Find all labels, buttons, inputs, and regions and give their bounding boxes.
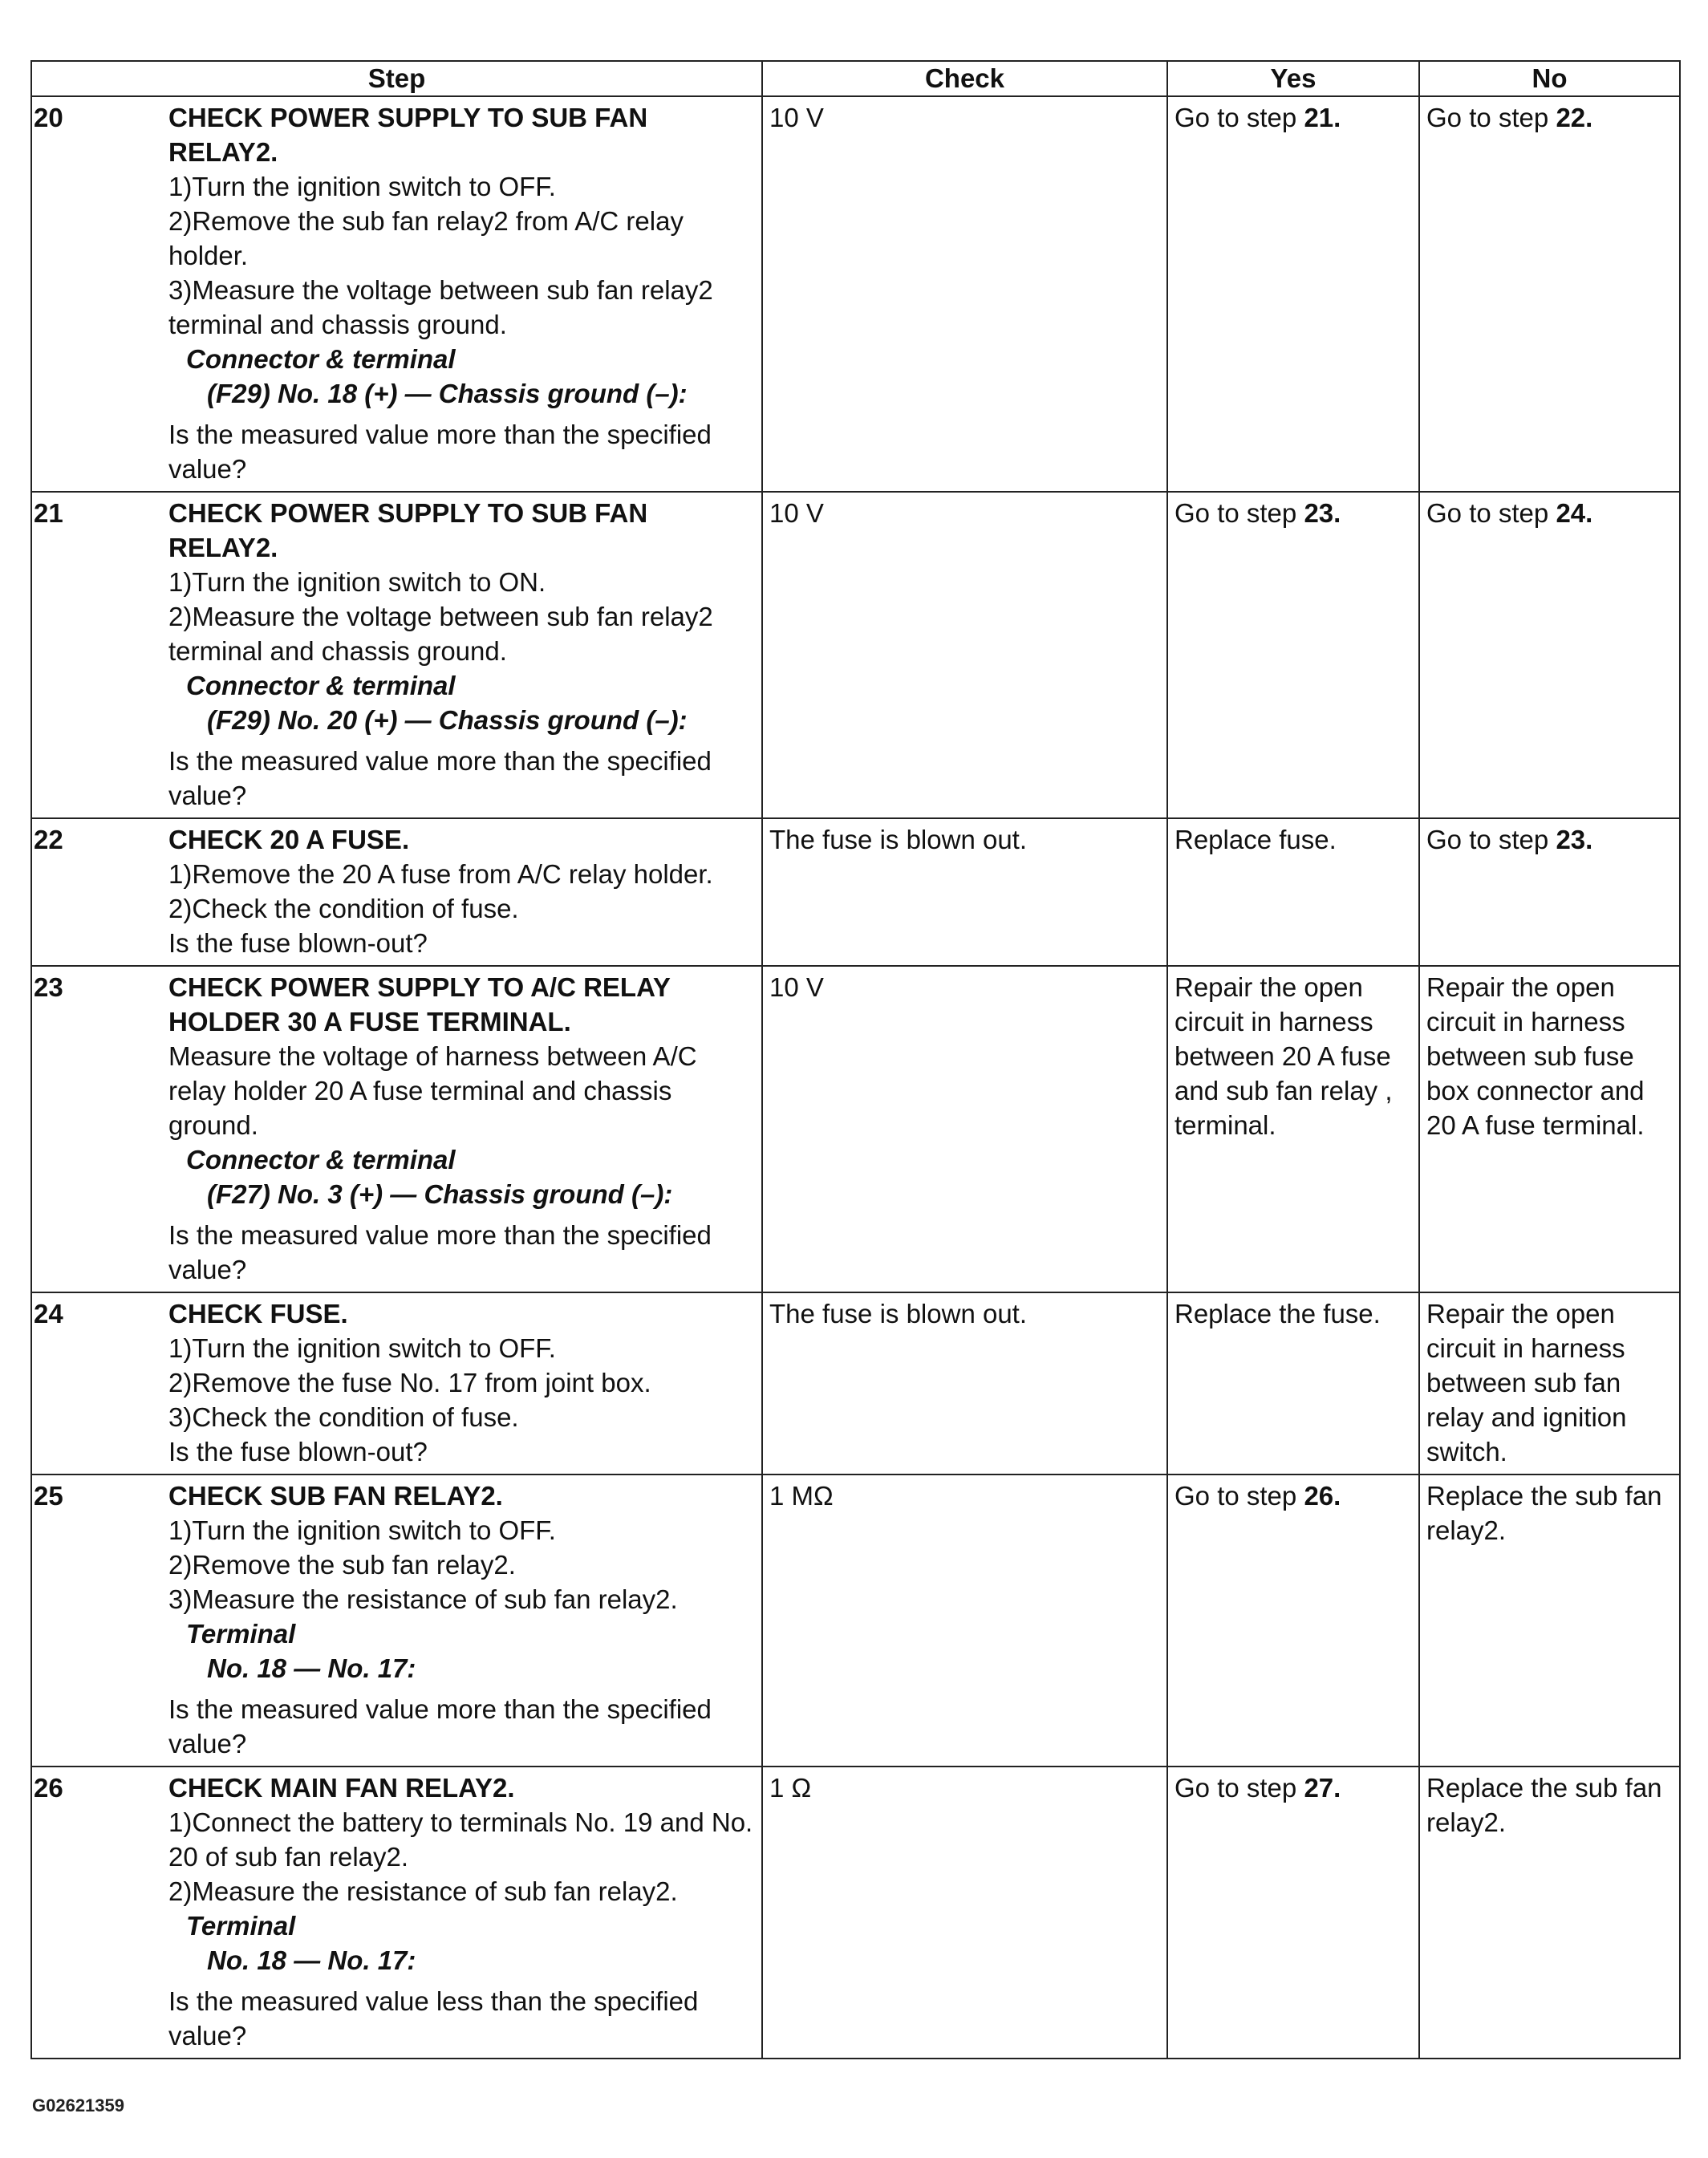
step-title: CHECK POWER SUPPLY TO SUB FAN RELAY2.	[168, 498, 648, 562]
step-number: 20	[34, 103, 63, 132]
yes-step-ref: 23.	[1304, 498, 1341, 528]
step-cell	[31, 1474, 762, 1767]
question-text: Is the measured value more than the specified value?	[168, 746, 712, 810]
instruction-line: Is the fuse blown-out?	[168, 928, 428, 958]
table-row	[31, 818, 1680, 966]
yes-cell	[1167, 818, 1419, 966]
question-text: Is the measured value more than the specified value?	[168, 1694, 712, 1758]
instruction-line: 1)Connect the battery to terminals No. 19 and No. 20 of sub fan relay2.	[168, 1807, 753, 1872]
no-step-ref: 23.	[1556, 825, 1593, 854]
step-wrap	[32, 819, 761, 965]
instruction-line: 3)Measure the voltage between sub fan relay2 terminal and chassis ground.	[168, 275, 713, 339]
spec-label: Terminal	[186, 1911, 296, 1941]
instruction-line: 2)Remove the fuse No. 17 from joint box.	[168, 1368, 651, 1397]
check-cell	[762, 492, 1167, 818]
step-body	[168, 1293, 761, 1474]
spec-label: Terminal	[186, 1619, 296, 1649]
question-text: Is the measured value more than the specified value?	[168, 1220, 712, 1284]
no-step-ref: 22.	[1556, 103, 1593, 132]
yes-step-ref: 27.	[1304, 1773, 1341, 1803]
table-row	[31, 1474, 1680, 1767]
step-body	[168, 493, 761, 817]
check-cell	[762, 1474, 1167, 1767]
check-value: 1 Ω	[769, 1773, 812, 1803]
no-cell	[1419, 1292, 1680, 1474]
no-text: Repair the open circuit in harness between sub fan relay and ignition switch.	[1426, 1299, 1627, 1466]
figure-code: G02621359	[32, 2095, 124, 2115]
spec-label: Connector & terminal	[186, 344, 456, 374]
question-text: Is the measured value more than the specified value?	[168, 420, 712, 484]
question-text: Is the measured value less than the specified value?	[168, 1986, 699, 2051]
header-yes: Yes	[1167, 61, 1419, 96]
table-row	[31, 96, 1680, 492]
spec-value: (F29) No. 20 (+) — Chassis ground (–):	[207, 705, 688, 735]
table-body	[31, 96, 1680, 2059]
yes-cell	[1167, 966, 1419, 1292]
check-cell	[762, 818, 1167, 966]
instruction-line: 2)Check the condition of fuse.	[168, 894, 519, 923]
no-cell	[1419, 1767, 1680, 2059]
step-title: CHECK FUSE.	[168, 1299, 348, 1328]
instruction-line: 1)Turn the ignition switch to OFF.	[168, 172, 556, 201]
step-title: CHECK POWER SUPPLY TO A/C RELAY HOLDER 30 A FUSE TERMINAL.	[168, 972, 671, 1036]
step-wrap	[32, 1475, 761, 1766]
yes-text: Replace the fuse.	[1175, 1299, 1381, 1328]
check-cell	[762, 1767, 1167, 2059]
step-body	[168, 819, 761, 965]
step-wrap	[32, 1293, 761, 1474]
step-number: 24	[34, 1299, 63, 1328]
step-wrap	[32, 967, 761, 1292]
step-wrap	[32, 493, 761, 817]
table-row	[31, 1292, 1680, 1474]
step-number: 26	[34, 1773, 63, 1803]
step-cell	[31, 1292, 762, 1474]
no-step-ref: 24.	[1556, 498, 1593, 528]
step-title: CHECK 20 A FUSE.	[168, 825, 410, 854]
spec-value: (F29) No. 18 (+) — Chassis ground (–):	[207, 379, 688, 408]
table-row	[31, 966, 1680, 1292]
step-body	[168, 1767, 761, 2058]
yes-step-ref: 26.	[1304, 1481, 1341, 1511]
yes-text: Repair the open circuit in harness between 20 A fuse and sub fan relay , terminal.	[1175, 972, 1393, 1140]
no-text: Go to step	[1426, 103, 1556, 132]
diagnostic-table	[30, 60, 1681, 2059]
step-cell	[31, 96, 762, 492]
check-cell	[762, 966, 1167, 1292]
step-number: 22	[34, 825, 63, 854]
yes-step-ref: 21.	[1304, 103, 1341, 132]
step-wrap	[32, 1767, 761, 2058]
yes-text: Go to step	[1175, 498, 1304, 528]
check-value: 10 V	[769, 498, 824, 528]
step-body	[168, 97, 761, 491]
spec-label: Connector & terminal	[186, 1145, 456, 1174]
yes-text: Go to step	[1175, 103, 1304, 132]
check-cell	[762, 96, 1167, 492]
check-value: 10 V	[769, 103, 824, 132]
step-title: CHECK MAIN FAN RELAY2.	[168, 1773, 515, 1803]
no-cell	[1419, 492, 1680, 818]
instruction-line: 2)Measure the voltage between sub fan relay2 terminal and chassis ground.	[168, 602, 713, 666]
no-text: Replace the sub fan relay2.	[1426, 1481, 1662, 1545]
yes-cell	[1167, 1767, 1419, 2059]
table-header	[31, 61, 1680, 96]
no-cell	[1419, 96, 1680, 492]
no-text: Go to step	[1426, 498, 1556, 528]
header-row	[31, 61, 1680, 96]
step-number: 21	[34, 498, 63, 528]
step-body	[168, 967, 761, 1292]
step-cell	[31, 492, 762, 818]
step-number: 23	[34, 972, 63, 1002]
check-value: 1 MΩ	[769, 1481, 834, 1511]
check-value: The fuse is blown out.	[769, 825, 1028, 854]
yes-text: Go to step	[1175, 1773, 1304, 1803]
no-cell	[1419, 966, 1680, 1292]
spec-label: Connector & terminal	[186, 671, 456, 700]
spec-value: No. 18 — No. 17:	[207, 1653, 416, 1683]
spec-value: No. 18 — No. 17:	[207, 1945, 416, 1975]
yes-cell	[1167, 96, 1419, 492]
yes-text: Go to step	[1175, 1481, 1304, 1511]
instruction-line: 3)Check the condition of fuse.	[168, 1402, 519, 1432]
table-row	[31, 492, 1680, 818]
step-cell	[31, 966, 762, 1292]
instruction-line: 3)Measure the resistance of sub fan relay2.	[168, 1584, 678, 1614]
yes-text: Replace fuse.	[1175, 825, 1337, 854]
instruction-line: 2)Remove the sub fan relay2 from A/C relay holder.	[168, 206, 684, 270]
instruction-line: Measure the voltage of harness between A/C relay holder 20 A fuse terminal and chassis ground.	[168, 1041, 697, 1140]
instruction-line: 1)Turn the ignition switch to OFF.	[168, 1333, 556, 1363]
table-row	[31, 1767, 1680, 2059]
yes-cell	[1167, 1474, 1419, 1767]
instruction-line: 2)Remove the sub fan relay2.	[168, 1550, 516, 1580]
step-number: 25	[34, 1481, 63, 1511]
instruction-line: 1)Turn the ignition switch to OFF.	[168, 1515, 556, 1545]
instruction-line: 1)Remove the 20 A fuse from A/C relay holder.	[168, 859, 713, 889]
no-cell	[1419, 818, 1680, 966]
step-title: CHECK SUB FAN RELAY2.	[168, 1481, 503, 1511]
instruction-line: 2)Measure the resistance of sub fan relay2.	[168, 1876, 678, 1906]
no-text: Replace the sub fan relay2.	[1426, 1773, 1662, 1837]
step-cell	[31, 818, 762, 966]
check-value: 10 V	[769, 972, 824, 1002]
yes-cell	[1167, 1292, 1419, 1474]
step-title: CHECK POWER SUPPLY TO SUB FAN RELAY2.	[168, 103, 648, 167]
no-text: Repair the open circuit in harness between sub fuse box connector and 20 A fuse terminal.	[1426, 972, 1645, 1140]
header-step: Step	[31, 61, 762, 96]
instruction-line: 1)Turn the ignition switch to ON.	[168, 567, 546, 597]
yes-cell	[1167, 492, 1419, 818]
step-cell	[31, 1767, 762, 2059]
step-body	[168, 1475, 761, 1766]
instruction-line: Is the fuse blown-out?	[168, 1437, 428, 1466]
header-check: Check	[762, 61, 1167, 96]
header-no: No	[1419, 61, 1680, 96]
step-wrap	[32, 97, 761, 491]
check-cell	[762, 1292, 1167, 1474]
no-text: Go to step	[1426, 825, 1556, 854]
no-cell	[1419, 1474, 1680, 1767]
check-value: The fuse is blown out.	[769, 1299, 1028, 1328]
spec-value: (F27) No. 3 (+) — Chassis ground (–):	[207, 1179, 673, 1209]
